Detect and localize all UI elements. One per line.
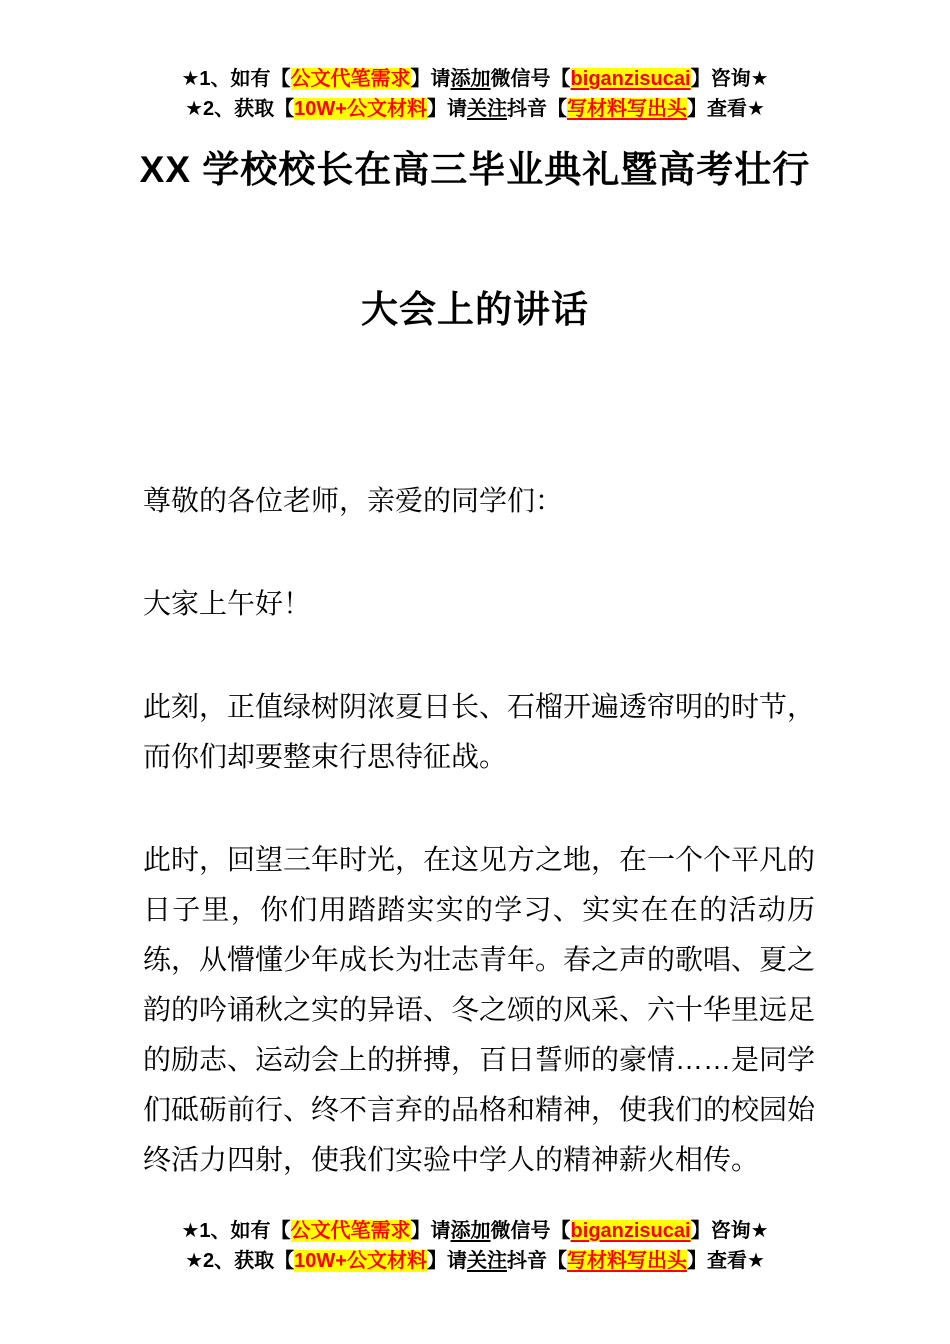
notice-segment: ★1、如有【	[181, 1220, 291, 1242]
footer-notice-line-1	[0, 1216, 950, 1246]
header-notice	[0, 64, 950, 124]
notice-segment: 抖音【	[506, 1250, 567, 1272]
notice-segment: 】请	[426, 1250, 467, 1272]
notice-segment: biganzisucai	[570, 68, 691, 90]
notice-segment: 10W+公文材料	[294, 98, 427, 120]
document-title	[0, 146, 950, 334]
notice-segment: 】请	[426, 98, 467, 120]
notice-segment: 抖音【	[506, 98, 567, 120]
notice-segment: 公文代笔需求	[290, 1220, 411, 1242]
notice-segment: 10W+公文材料	[294, 1250, 427, 1272]
title-line-1: XX 学校校长在高三毕业典礼暨高考壮行	[139, 149, 811, 190]
notice-segment: 写材料写出头	[566, 98, 687, 120]
notice-segment: 】咨询★	[690, 68, 769, 90]
notice-segment: 关注	[466, 1250, 507, 1272]
notice-segment: 添加	[450, 68, 491, 90]
notice-segment: 写材料写出头	[566, 1250, 687, 1272]
speech-body	[143, 476, 815, 1185]
notice-segment: 】请	[410, 1220, 451, 1242]
notice-segment: 添加	[450, 1220, 491, 1242]
notice-segment: 关注	[466, 98, 507, 120]
notice-segment: 】查看★	[686, 1250, 765, 1272]
notice-segment: ★2、获取【	[185, 1250, 295, 1272]
notice-segment: 微信号【	[490, 68, 571, 90]
body-paragraph: 此刻，正值绿树阴浓夏日长、石榴开遍透帘明的时节，而你们却要整束行思待征战。	[143, 691, 816, 772]
body-paragraph: 此时，回望三年时光，在这见方之地，在一个个平凡的日子里，你们用踏踏实实的学习、实实在在的活动历练，从懵懂少年成长为壮志青年。春之声的歌唱、夏之韵的吟诵秋之实的异语、冬之颂的风采、六十华里远足的励志、运动会上的拼搏，百日誓师的豪情……是同学们砥砺前行、终不言弃的品格和精神，使我们的校园始终活力四射，使我们实验中学人的精神薪火相传。	[143, 844, 816, 1175]
notice-segment: 】请	[410, 68, 451, 90]
salutation-paragraph: 尊敬的各位老师，亲爱的同学们：	[143, 485, 564, 516]
notice-segment: 公文代笔需求	[290, 68, 411, 90]
notice-segment: 】查看★	[686, 98, 765, 120]
title-line-2: 大会上的讲话	[361, 289, 589, 330]
notice-segment: 】咨询★	[690, 1220, 769, 1242]
footer-notice-line-2	[0, 1246, 950, 1276]
notice-segment: ★1、如有【	[181, 68, 291, 90]
notice-segment: biganzisucai	[570, 1220, 691, 1242]
notice-segment: ★2、获取【	[185, 98, 295, 120]
greeting-paragraph: 大家上午好！	[143, 588, 312, 619]
header-notice-line-2	[0, 94, 950, 124]
footer-notice	[0, 1216, 950, 1276]
header-notice-line-1	[0, 64, 950, 94]
notice-segment: 微信号【	[490, 1220, 571, 1242]
